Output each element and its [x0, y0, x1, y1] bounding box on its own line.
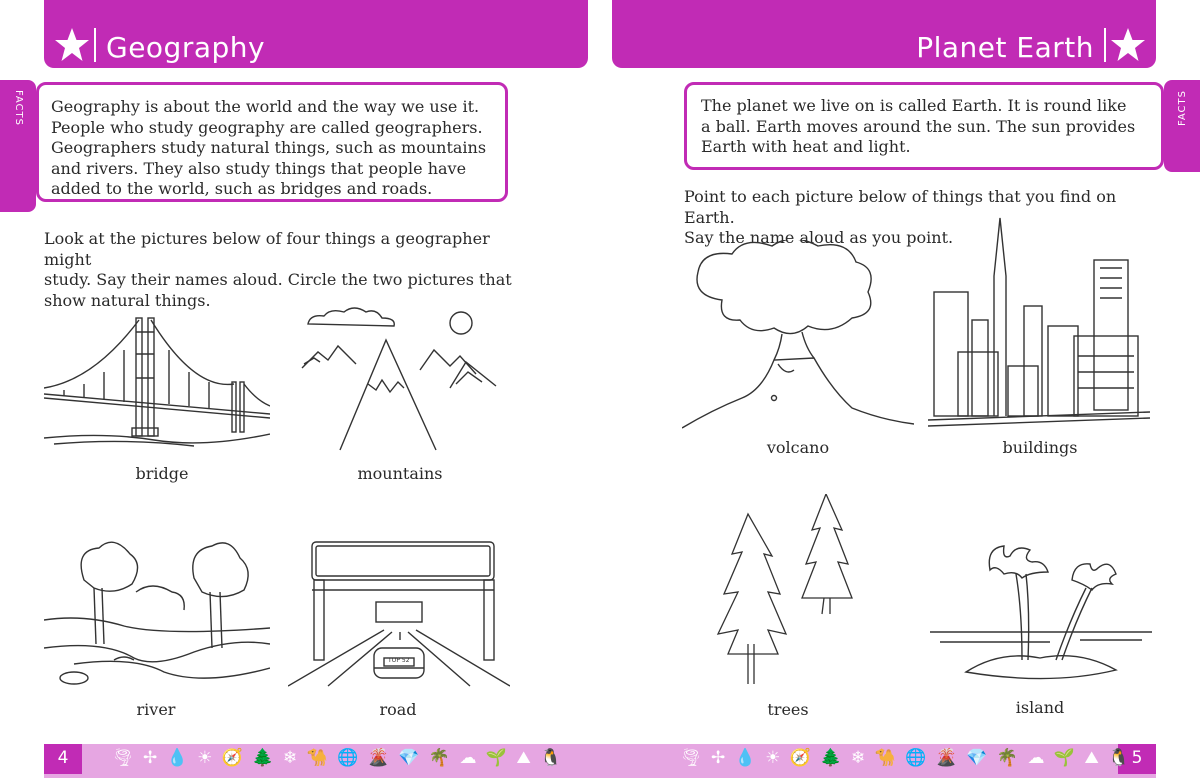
- instruction-line: show natural things.: [44, 290, 211, 310]
- right-header-bar: [612, 0, 1156, 68]
- facts-side-tab: [1164, 80, 1200, 172]
- picture-label: mountains: [357, 464, 443, 483]
- star-icon: [54, 27, 90, 63]
- instruction-line: Look at the pictures below of four things a geographer might: [44, 229, 490, 269]
- mountains-illustration[interactable]: [300, 306, 510, 452]
- facts-box: [684, 82, 1164, 170]
- header-divider: [94, 28, 96, 62]
- footer-icon-strip: 🌪 ✢ 💧 ☀ 🧭 🌲 ❄ 🐪 🌐 🌋 💎 🌴 ☁ 🌱 ⛰ 🐧: [112, 748, 564, 768]
- island-illustration[interactable]: [930, 540, 1152, 686]
- facts-line: and rivers. They also study things that people have: [51, 158, 467, 178]
- instructions: [44, 229, 524, 311]
- picture-label: volcano: [766, 438, 830, 457]
- picture-label: road: [379, 700, 417, 719]
- facts-tab-label: FACTS: [1177, 90, 1188, 126]
- picture-label: island: [1015, 698, 1065, 717]
- header-divider: [1104, 28, 1106, 62]
- car-plate: TOP 52: [388, 657, 410, 664]
- page-title: Planet Earth: [916, 31, 1094, 64]
- star-icon: [1110, 27, 1146, 63]
- facts-box: [36, 82, 508, 202]
- facts-line: a ball. Earth moves around the sun. The sun provides: [701, 116, 1136, 136]
- picture-label: buildings: [1002, 438, 1078, 457]
- picture-label: river: [136, 700, 176, 719]
- page-number: 5: [1118, 744, 1156, 774]
- trees-illustration[interactable]: [708, 494, 868, 686]
- buildings-illustration[interactable]: [928, 216, 1150, 428]
- facts-line: added to the world, such as bridges and roads.: [51, 179, 433, 198]
- left-header-bar: [44, 0, 588, 68]
- bridge-illustration[interactable]: [44, 310, 270, 450]
- facts-tab-label: FACTS: [13, 90, 24, 126]
- river-illustration[interactable]: [44, 540, 270, 688]
- facts-line: The planet we live on is called Earth. It is round like: [701, 96, 1127, 115]
- road-illustration[interactable]: [288, 540, 510, 688]
- instruction-line: study. Say their names aloud. Circle the two pictures that: [44, 270, 512, 289]
- picture-label: bridge: [135, 464, 189, 483]
- facts-side-tab: [0, 80, 36, 212]
- facts-line: Geographers study natural things, such as mountains: [51, 138, 487, 157]
- facts-line: Geography is about the world and the way we use it.: [51, 97, 480, 116]
- page-title: Geography: [106, 31, 266, 64]
- facts-line: People who study geography are called geographers.: [51, 117, 483, 137]
- volcano-illustration[interactable]: [682, 240, 914, 430]
- footer-icon-strip: 🌪 ✢ 💧 ☀ 🧭 🌲 ❄ 🐪 🌐 🌋 💎 🌴 ☁ 🌱 ⛰ 🐧: [680, 748, 1132, 768]
- page-number: 4: [44, 744, 82, 774]
- picture-label: trees: [767, 700, 809, 719]
- facts-line: Earth with heat and light.: [701, 137, 911, 156]
- instruction-line: Point to each picture below of things that you find on Earth.: [684, 187, 1117, 227]
- instruction-line: Say the name aloud as you point.: [684, 228, 954, 247]
